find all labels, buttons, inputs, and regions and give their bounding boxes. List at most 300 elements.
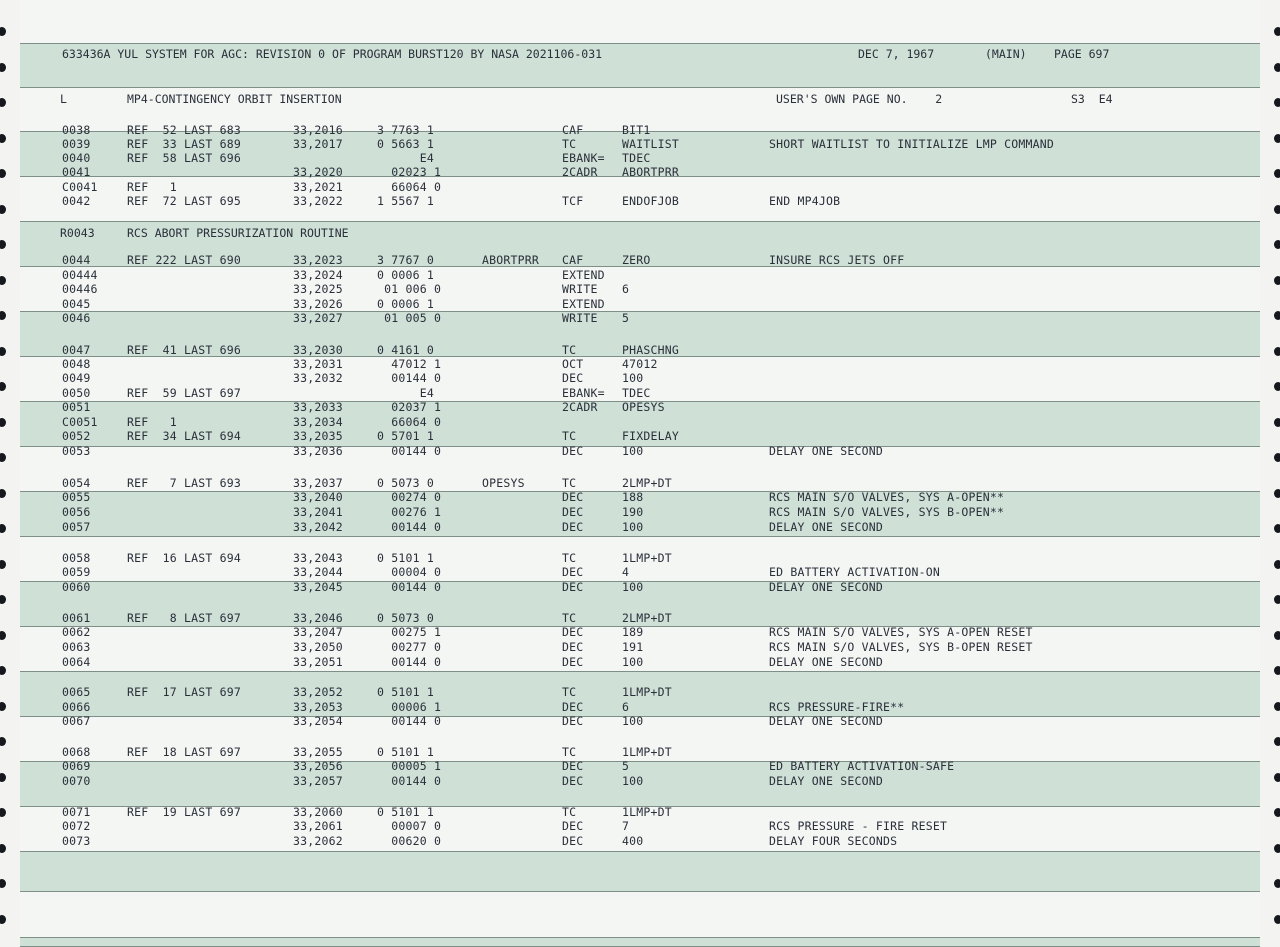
sprocket-hole	[0, 879, 6, 888]
row-line: 0039	[62, 137, 91, 151]
row-addr: 33,2024	[293, 268, 343, 282]
listing-row	[20, 520, 1260, 534]
row-addr: 33,2034	[293, 415, 343, 429]
sprocket-hole	[0, 666, 6, 675]
row-line: 0066	[62, 700, 91, 714]
row-arg: 100	[622, 444, 644, 458]
row-comment: DELAY FOUR SECONDS	[769, 834, 898, 848]
row-octal: 00144 0	[377, 371, 442, 385]
sprocket-hole	[1274, 879, 1280, 888]
row-arg: 100	[622, 655, 644, 669]
subheader-flag: L	[60, 92, 67, 106]
row-arg: ABORTPRR	[622, 165, 679, 179]
row-addr: 33,2030	[293, 343, 343, 357]
row-ref: REF 19 LAST 697	[127, 805, 241, 819]
row-addr: 33,2021	[293, 180, 343, 194]
left-tractor-strip	[0, 0, 21, 947]
subheader-code: S3 E4	[1071, 92, 1113, 106]
row-op: TC	[562, 685, 577, 699]
row-arg: 4	[622, 565, 630, 579]
row-line: 0067	[62, 714, 91, 728]
row-line: 0073	[62, 834, 91, 848]
row-line: 0054	[62, 476, 91, 490]
row-octal: 0 5073 0	[377, 611, 434, 625]
sprocket-hole	[1274, 560, 1280, 569]
row-addr: 33,2040	[293, 490, 343, 504]
row-tag: ABORTPRR	[482, 253, 539, 267]
band-rule	[20, 671, 1260, 672]
row-addr: 33,2046	[293, 611, 343, 625]
row-addr: 33,2032	[293, 371, 343, 385]
row-addr: 33,2042	[293, 520, 343, 534]
row-op: DEC	[562, 700, 584, 714]
row-addr: 33,2054	[293, 714, 343, 728]
sprocket-hole	[0, 134, 6, 143]
row-line: 0045	[62, 297, 91, 311]
row-addr: 33,2043	[293, 551, 343, 565]
row-op: EBANK=	[562, 386, 605, 400]
row-comment: END MP4JOB	[769, 194, 841, 208]
row-comment: DELAY ONE SECOND	[769, 655, 883, 669]
row-arg: FIXDELAY	[622, 429, 679, 443]
subheader-users-page: USER'S OWN PAGE NO. 2	[776, 92, 943, 106]
row-arg: 1LMP+DT	[622, 551, 672, 565]
sprocket-hole	[1274, 595, 1280, 604]
sprocket-hole	[0, 844, 6, 853]
row-addr: 33,2056	[293, 759, 343, 773]
row-comment: DELAY ONE SECOND	[769, 444, 883, 458]
listing-row	[20, 282, 1260, 296]
row-addr: 33,2041	[293, 505, 343, 519]
listing-row	[20, 386, 1260, 400]
row-octal: 0 5701 1	[377, 429, 434, 443]
row-op: DEC	[562, 505, 584, 519]
row-addr: 33,2020	[293, 165, 343, 179]
row-ref: REF 1	[127, 180, 177, 194]
sprocket-hole	[1274, 808, 1280, 817]
row-octal: 66064 0	[377, 415, 442, 429]
row-op: TC	[562, 343, 577, 357]
listing-row	[20, 611, 1260, 625]
listing-row	[20, 253, 1260, 267]
row-arg: 191	[622, 640, 644, 654]
row-octal: 0 5101 1	[377, 685, 434, 699]
listing-row	[20, 685, 1260, 699]
row-line: 0062	[62, 625, 91, 639]
sprocket-hole	[0, 489, 6, 498]
sprocket-hole	[0, 773, 6, 782]
sprocket-hole	[0, 169, 6, 178]
row-line: 0072	[62, 819, 91, 833]
row-arg: 2LMP+DT	[622, 611, 672, 625]
row-op: TC	[562, 476, 577, 490]
row-arg: TDEC	[622, 386, 651, 400]
row-addr: 33,2016	[293, 123, 343, 137]
row-op: DEC	[562, 371, 584, 385]
listing-row	[20, 490, 1260, 504]
sprocket-hole	[0, 915, 6, 924]
row-octal: 0 5101 1	[377, 805, 434, 819]
listing-row	[20, 429, 1260, 443]
sprocket-hole	[0, 98, 6, 107]
row-arg: PHASCHNG	[622, 343, 679, 357]
row-octal: 00274 0	[377, 490, 442, 504]
row-addr: 33,2023	[293, 253, 343, 267]
row-comment: RCS MAIN S/O VALVES, SYS B-OPEN RESET	[769, 640, 1033, 654]
row-comment: DELAY ONE SECOND	[769, 520, 883, 534]
row-octal: 00276 1	[377, 505, 442, 519]
paper-band	[20, 852, 1260, 892]
row-arg: 5	[622, 759, 630, 773]
subheader-title: MP4-CONTINGENCY ORBIT INSERTION	[127, 92, 342, 106]
row-arg: 189	[622, 625, 644, 639]
listing-row	[20, 268, 1260, 282]
row-addr: 33,2045	[293, 580, 343, 594]
row-op: DEC	[562, 655, 584, 669]
row-arg: 5	[622, 311, 630, 325]
row-octal: 01 005 0	[377, 311, 442, 325]
page-header-section: (MAIN)	[985, 47, 1027, 61]
row-addr: 33,2060	[293, 805, 343, 819]
row-ref: REF 16 LAST 694	[127, 551, 241, 565]
listing-row	[20, 343, 1260, 357]
listing-row	[20, 297, 1260, 311]
sprocket-hole	[0, 418, 6, 427]
row-comment: RCS PRESSURE-FIRE**	[769, 700, 905, 714]
listing-row	[20, 759, 1260, 773]
paper-band	[20, 0, 1260, 44]
row-addr: 33,2027	[293, 311, 343, 325]
listing-row	[20, 415, 1260, 429]
row-comment: ED BATTERY ACTIVATION-SAFE	[769, 759, 955, 773]
listing-row	[20, 180, 1260, 194]
sprocket-hole	[0, 311, 6, 320]
listing-row	[20, 580, 1260, 594]
row-arg: 100	[622, 520, 644, 534]
sprocket-hole	[0, 702, 6, 711]
row-op: WRITE	[562, 311, 598, 325]
listing-row	[20, 805, 1260, 819]
row-octal: 00620 0	[377, 834, 442, 848]
row-op: TC	[562, 805, 577, 819]
row-line: 0042	[62, 194, 91, 208]
sprocket-hole	[1274, 98, 1280, 107]
sprocket-hole	[0, 276, 6, 285]
row-octal: 00144 0	[377, 655, 442, 669]
row-octal: 00144 0	[377, 444, 442, 458]
row-arg: 100	[622, 580, 644, 594]
row-op: DEC	[562, 819, 584, 833]
row-tag: OPESYS	[482, 476, 525, 490]
row-comment: RCS MAIN S/O VALVES, SYS B-OPEN**	[769, 505, 1005, 519]
row-line: C0051	[62, 415, 98, 429]
row-op: EXTEND	[562, 297, 605, 311]
row-octal: 3 7763 1	[377, 123, 434, 137]
row-line: 0047	[62, 343, 91, 357]
row-addr: 33,2050	[293, 640, 343, 654]
row-octal: 66064 0	[377, 180, 442, 194]
row-op: 2CADR	[562, 400, 598, 414]
row-comment: SHORT WAITLIST TO INITIALIZE LMP COMMAND	[769, 137, 1054, 151]
row-line: 0060	[62, 580, 91, 594]
row-octal: 00277 0	[377, 640, 442, 654]
row-addr: 33,2036	[293, 444, 343, 458]
row-octal: 00007 0	[377, 819, 442, 833]
row-op: WRITE	[562, 282, 598, 296]
row-octal: 0 5101 1	[377, 745, 434, 759]
listing-row	[20, 311, 1260, 325]
row-op: DEC	[562, 834, 584, 848]
row-line: 0064	[62, 655, 91, 669]
row-ref: REF 33 LAST 689	[127, 137, 241, 151]
page-header-date: DEC 7, 1967	[858, 47, 935, 61]
listing-row	[20, 505, 1260, 519]
listing-row	[20, 700, 1260, 714]
row-addr: 33,2022	[293, 194, 343, 208]
row-ref: REF 34 LAST 694	[127, 429, 241, 443]
row-arg: BIT1	[622, 123, 651, 137]
row-addr: 33,2031	[293, 357, 343, 371]
sprocket-hole	[0, 63, 6, 72]
row-line: 0048	[62, 357, 91, 371]
sprocket-hole	[1274, 205, 1280, 214]
row-arg: 188	[622, 490, 644, 504]
row-op: EXTEND	[562, 268, 605, 282]
row-octal: 01 006 0	[377, 282, 442, 296]
row-addr: 33,2053	[293, 700, 343, 714]
row-op: TC	[562, 429, 577, 443]
sprocket-hole	[1274, 631, 1280, 640]
listing-row	[20, 714, 1260, 728]
sprocket-hole	[1274, 63, 1280, 72]
row-addr: 33,2057	[293, 774, 343, 788]
listing-row	[20, 640, 1260, 654]
sprocket-hole	[1274, 666, 1280, 675]
page-header-page: PAGE 697	[1054, 47, 1110, 61]
row-addr: 33,2033	[293, 400, 343, 414]
row-op: DEC	[562, 774, 584, 788]
row-addr: 33,2044	[293, 565, 343, 579]
row-arg: 1LMP+DT	[622, 805, 672, 819]
sprocket-hole	[1274, 773, 1280, 782]
row-line: 0071	[62, 805, 91, 819]
sprocket-hole	[0, 524, 6, 533]
row-line: 0058	[62, 551, 91, 565]
row-arg: 100	[622, 774, 644, 788]
row-addr: 33,2025	[293, 282, 343, 296]
printout-sheet	[20, 0, 1260, 947]
sprocket-hole	[0, 808, 6, 817]
row-ref: REF 8 LAST 697	[127, 611, 241, 625]
row-octal: 00005 1	[377, 759, 442, 773]
row-line: 0055	[62, 490, 91, 504]
row-addr: 33,2062	[293, 834, 343, 848]
row-octal: 3 7767 0	[377, 253, 434, 267]
row-addr: 33,2037	[293, 476, 343, 490]
row-line: 0065	[62, 685, 91, 699]
row-line: 0052	[62, 429, 91, 443]
row-line: 0038	[62, 123, 91, 137]
row-comment: DELAY ONE SECOND	[769, 774, 883, 788]
band-rule	[20, 536, 1260, 537]
row-ref: REF 1	[127, 415, 177, 429]
sprocket-hole	[1274, 844, 1280, 853]
band-rule	[20, 43, 1260, 44]
row-comment: RCS MAIN S/O VALVES, SYS A-OPEN RESET	[769, 625, 1033, 639]
row-octal: 0 5101 1	[377, 551, 434, 565]
row-ref: REF 18 LAST 697	[127, 745, 241, 759]
row-line: 0056	[62, 505, 91, 519]
row-arg: 400	[622, 834, 644, 848]
row-op: TC	[562, 551, 577, 565]
row-op: TC	[562, 745, 577, 759]
row-op: CAF	[562, 123, 584, 137]
row-ref: REF 52 LAST 683	[127, 123, 241, 137]
row-line: 0069	[62, 759, 91, 773]
row-op: DEC	[562, 714, 584, 728]
row-comment: DELAY ONE SECOND	[769, 580, 883, 594]
row-comment: RCS MAIN S/O VALVES, SYS A-OPEN**	[769, 490, 1005, 504]
row-line: 0053	[62, 444, 91, 458]
row-ref: REF 72 LAST 695	[127, 194, 241, 208]
sprocket-hole	[1274, 453, 1280, 462]
row-arg: 6	[622, 700, 630, 714]
row-ref: REF 41 LAST 696	[127, 343, 241, 357]
row-op: DEC	[562, 580, 584, 594]
row-arg: ZERO	[622, 253, 651, 267]
row-op: TC	[562, 611, 577, 625]
row-addr: 33,2051	[293, 655, 343, 669]
row-octal: 0 5073 0	[377, 476, 434, 490]
row-octal: 00144 0	[377, 520, 442, 534]
sprocket-hole	[0, 240, 6, 249]
row-op: DEC	[562, 565, 584, 579]
row-octal: 02023 1	[377, 165, 442, 179]
sprocket-hole	[1274, 347, 1280, 356]
band-rule	[20, 87, 1260, 88]
band-rule	[20, 891, 1260, 892]
row-arg: 47012	[622, 357, 658, 371]
row-arg: 6	[622, 282, 630, 296]
row-arg: 100	[622, 714, 644, 728]
sprocket-hole	[0, 27, 6, 36]
row-line: 0044	[62, 253, 91, 267]
row-addr: 33,2061	[293, 819, 343, 833]
row-op: TCF	[562, 194, 584, 208]
row-op: DEC	[562, 444, 584, 458]
row-line: 00446	[62, 282, 98, 296]
row-comment: INSURE RCS JETS OFF	[769, 253, 905, 267]
row-octal: 00144 0	[377, 580, 442, 594]
row-octal: 47012 1	[377, 357, 442, 371]
row-ref: REF 59 LAST 697	[127, 386, 241, 400]
sprocket-hole	[0, 560, 6, 569]
row-octal: 00006 1	[377, 700, 442, 714]
page-header-left: 633436A YUL SYSTEM FOR AGC: REVISION 0 OF PROGRAM BURST120 BY NASA 2021106-031	[62, 47, 603, 61]
row-addr: 33,2026	[293, 297, 343, 311]
sprocket-hole	[1274, 240, 1280, 249]
row-comment: RCS PRESSURE - FIRE RESET	[769, 819, 948, 833]
sprocket-hole	[0, 382, 6, 391]
row-arg: 7	[622, 819, 630, 833]
sprocket-hole	[1274, 27, 1280, 36]
row-octal: 0 5663 1	[377, 137, 434, 151]
row-op: DEC	[562, 759, 584, 773]
row-octal: E4	[377, 151, 434, 165]
listing-row	[20, 476, 1260, 490]
sprocket-hole	[1274, 169, 1280, 178]
row-addr: 33,2017	[293, 137, 343, 151]
listing-row	[20, 137, 1260, 151]
row-arg: 1LMP+DT	[622, 685, 672, 699]
sprocket-hole	[0, 205, 6, 214]
row-op: 2CADR	[562, 165, 598, 179]
row-line: 0046	[62, 311, 91, 325]
row-line: 0059	[62, 565, 91, 579]
row-arg: 190	[622, 505, 644, 519]
row-line: 0068	[62, 745, 91, 759]
section-flag: R0043	[60, 226, 95, 240]
row-comment: ED BATTERY ACTIVATION-ON	[769, 565, 940, 579]
listing-row	[20, 774, 1260, 788]
row-op: DEC	[562, 490, 584, 504]
row-line: 0063	[62, 640, 91, 654]
sprocket-hole	[0, 453, 6, 462]
row-arg: ENDOFJOB	[622, 194, 679, 208]
listing-row	[20, 625, 1260, 639]
row-arg: 100	[622, 371, 644, 385]
listing-row	[20, 123, 1260, 137]
row-octal: 00275 1	[377, 625, 442, 639]
paper-band	[20, 892, 1260, 938]
row-arg: 2LMP+DT	[622, 476, 672, 490]
row-arg: TDEC	[622, 151, 651, 165]
row-octal: 00144 0	[377, 774, 442, 788]
row-op: DEC	[562, 625, 584, 639]
row-octal: 0 0006 1	[377, 268, 434, 282]
row-addr: 33,2052	[293, 685, 343, 699]
row-octal: E4	[377, 386, 434, 400]
sprocket-hole	[1274, 489, 1280, 498]
row-op: TC	[562, 137, 577, 151]
listing-row	[20, 655, 1260, 669]
sprocket-hole	[1274, 737, 1280, 746]
sprocket-hole	[0, 595, 6, 604]
row-comment: DELAY ONE SECOND	[769, 714, 883, 728]
sprocket-hole	[1274, 702, 1280, 711]
listing-row	[20, 400, 1260, 414]
row-ref: REF 222 LAST 690	[127, 253, 241, 267]
listing-row	[20, 151, 1260, 165]
sprocket-hole	[0, 347, 6, 356]
row-ref: REF 17 LAST 697	[127, 685, 241, 699]
row-octal: 0 0006 1	[377, 297, 434, 311]
row-addr: 33,2035	[293, 429, 343, 443]
listing-row	[20, 745, 1260, 759]
row-ref: REF 58 LAST 696	[127, 151, 241, 165]
row-line: 0049	[62, 371, 91, 385]
row-line: 0061	[62, 611, 91, 625]
row-op: EBANK=	[562, 151, 605, 165]
row-octal: 1 5567 1	[377, 194, 434, 208]
row-ref: REF 7 LAST 693	[127, 476, 241, 490]
row-octal: 0 4161 0	[377, 343, 434, 357]
row-line: 0050	[62, 386, 91, 400]
listing-row	[20, 834, 1260, 848]
row-op: CAF	[562, 253, 584, 267]
row-line: C0041	[62, 180, 98, 194]
listing-row	[20, 444, 1260, 458]
